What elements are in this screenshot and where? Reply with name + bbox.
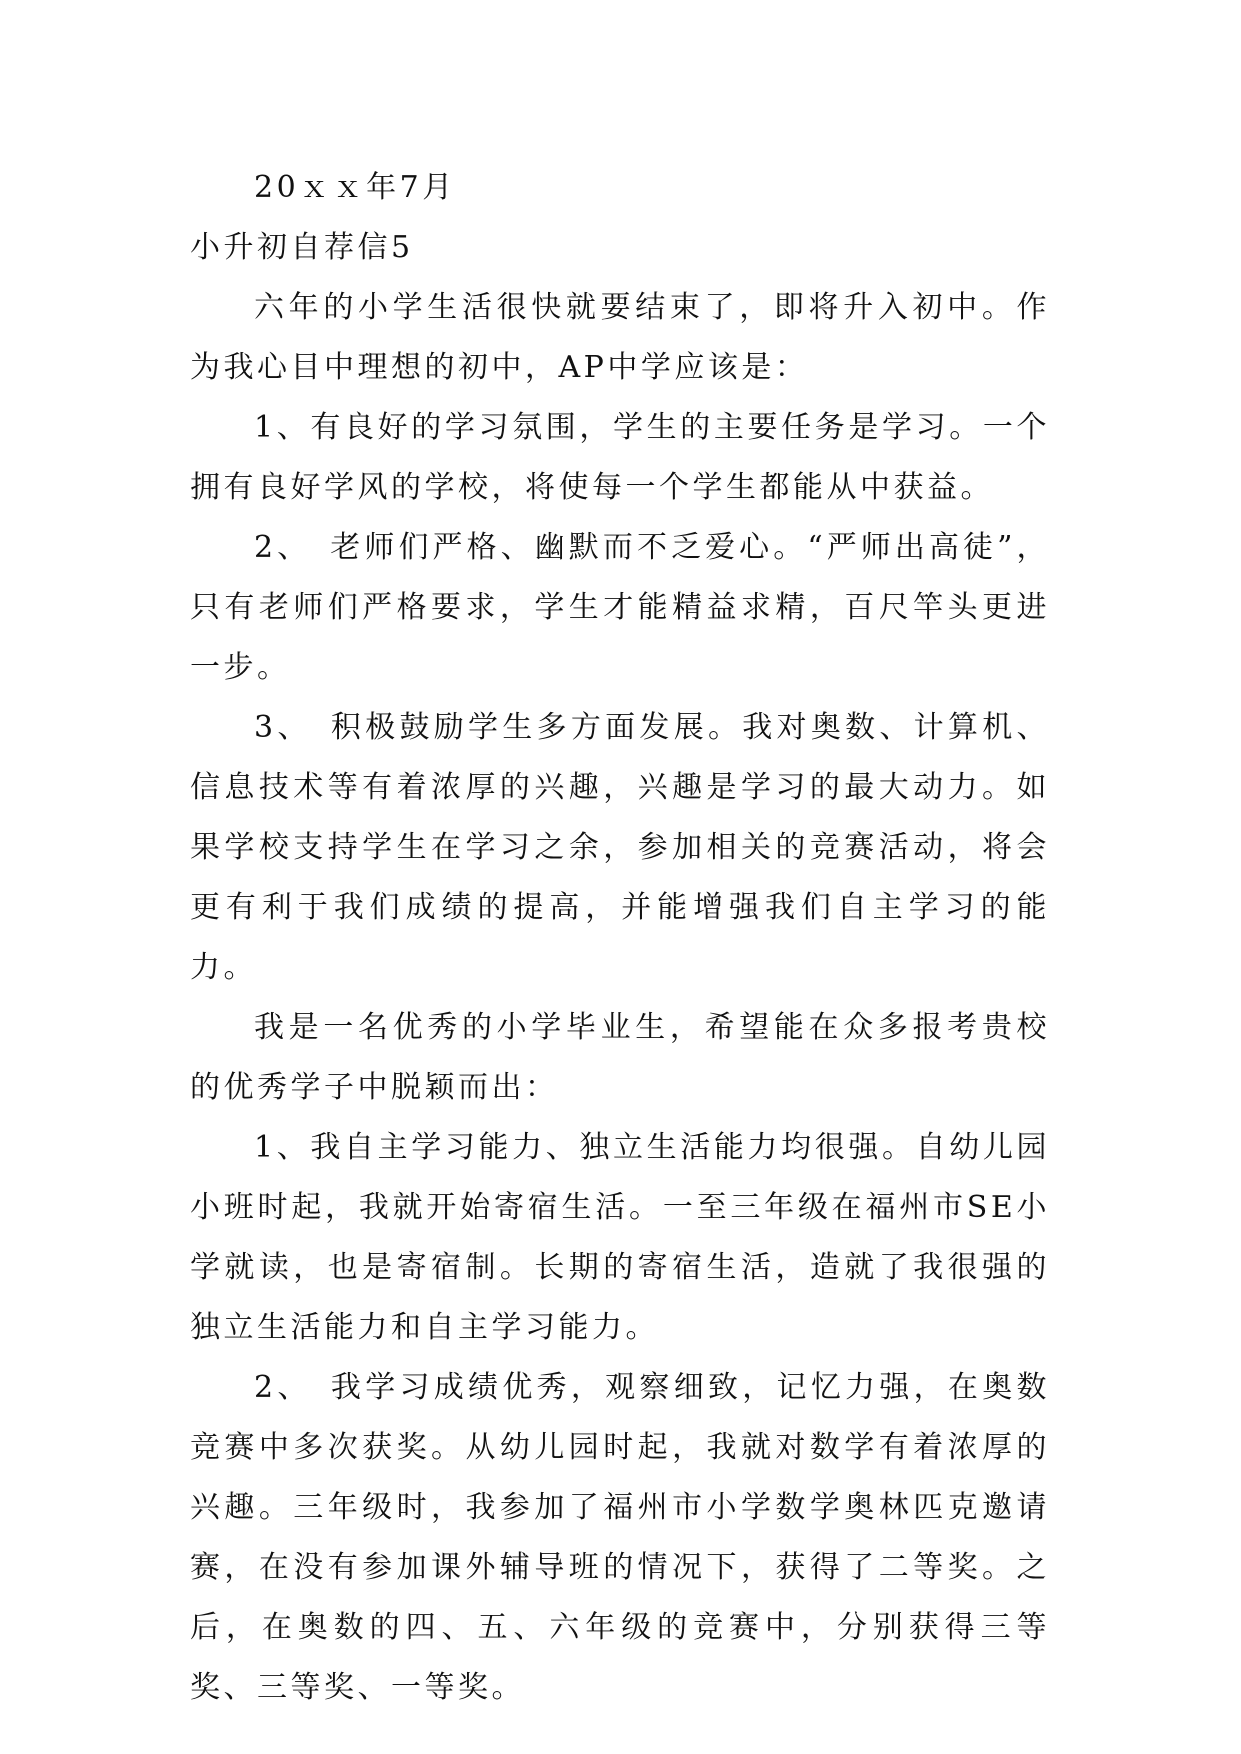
- paragraph-self-intro: 我是一名优秀的小学毕业生，希望能在众多报考贵校的优秀学子中脱颖而出：: [190, 1010, 1050, 1105]
- paragraph-expectation-3: 3、 积极鼓励学生多方面发展。我对奥数、计算机、信息技术等有着浓厚的兴趣，兴趣是学习的最大动力。如果学校支持学生在学习之余，参加相关的竞赛活动，将会更有利于我们成绩的提高，并能增强我们自主学习的能力。: [190, 710, 1050, 985]
- document-page: [190, 158, 1050, 1718]
- paragraph-intro: 六年的小学生活很快就要结束了，即将升入初中。作为我心目中理想的初中，AP中学应该是：: [190, 290, 1050, 385]
- paragraph-expectation-1: 1、有良好的学习氛围，学生的主要任务是学习。一个拥有良好学风的学校，将使每一个学生都能从中获益。: [190, 410, 1050, 505]
- paragraph-expectation-2: 2、 老师们严格、幽默而不乏爱心。“严师出高徒”，只有老师们严格要求，学生才能精益求精，百尺竿头更进一步。: [190, 530, 1050, 685]
- letter-title: 小升初自荐信5: [190, 230, 414, 265]
- paragraph-strength-2: 2、 我学习成绩优秀，观察细致，记忆力强，在奥数竞赛中多次获奖。从幼儿园时起，我就对数学有着浓厚的兴趣。三年级时，我参加了福州市小学数学奥林匹克邀请赛，在没有参加课外辅导班的情况下，获得了二等奖。之后，在奥数的四、五、六年级的竞赛中，分别获得三等奖、三等奖、一等奖。: [190, 1370, 1050, 1705]
- paragraph-strength-1: 1、我自主学习能力、独立生活能力均很强。自幼儿园小班时起，我就开始寄宿生活。一至三年级在福州市SE小学就读，也是寄宿制。长期的寄宿生活，造就了我很强的独立生活能力和自主学习能力。: [190, 1130, 1050, 1345]
- letter-date: 20ｘｘ年7月: [254, 170, 456, 205]
